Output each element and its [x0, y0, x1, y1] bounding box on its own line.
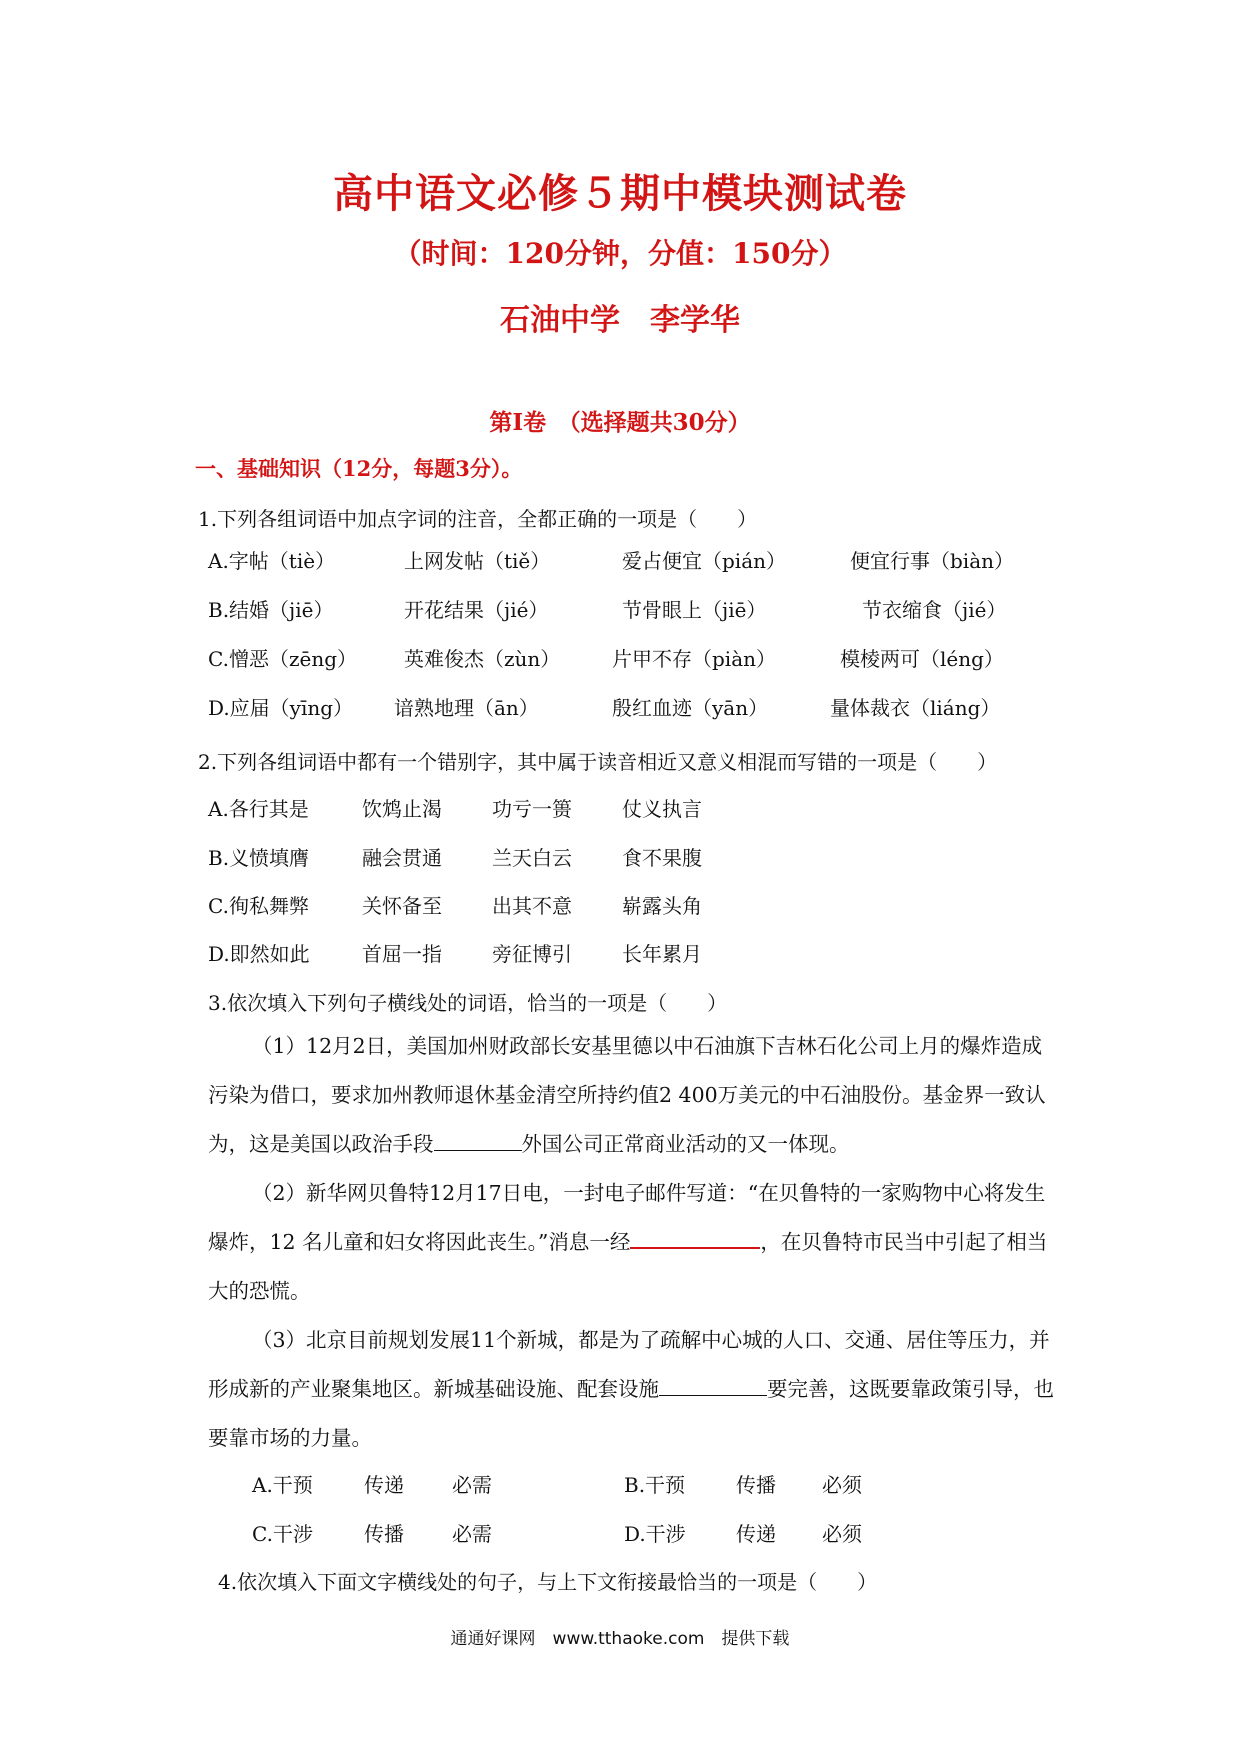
q1-stem: 1.下列各组词语中加点字词的注音，全都正确的一项是（ ）	[198, 507, 758, 531]
q3-p3-text-b: 要完善，这既要靠政策引导，也要靠市场的力量。	[208, 1377, 1054, 1450]
q3-blank-1	[434, 1130, 522, 1151]
q2-c1: C.徇私舞弊	[208, 894, 309, 918]
q1-b2: 开花结果（jié）	[404, 598, 549, 622]
q3-b1: B.干预	[624, 1473, 686, 1497]
q2-c2: 关怀备至	[362, 894, 442, 918]
q3-p1-text-b: 外国公司正常商业活动的又一体现。	[521, 1132, 850, 1156]
q3-b2: 传播	[736, 1473, 776, 1497]
q2-a3: 功亏一篑	[492, 797, 572, 821]
page-footer: 通通好课网 www.tthaoke.com 提供下载	[450, 1629, 790, 1649]
q3-p3-text-a: （3）北京目前规划发展11个新城，都是为了疏解中心城的人口、交通、居住等压力，并形成新的产业聚集地区。新城基础设施、配套设施	[208, 1328, 1050, 1401]
q3-passage-1	[208, 1022, 1058, 1169]
page-title: 高中语文必修５期中模块测试卷	[333, 170, 907, 217]
q2-b2: 融会贯通	[362, 846, 442, 870]
q3-b3: 必须	[822, 1473, 862, 1497]
q4-stem: 4.依次填入下面文字横线处的句子，与上下文衔接最恰当的一项是（ ）	[218, 1570, 878, 1594]
q2-b1: B.义愤填膺	[208, 846, 310, 870]
q3-d2: 传递	[736, 1522, 776, 1546]
q1-d3: 殷红血迹（yān）	[612, 696, 769, 720]
q1-a2: 上网发帖（tiě）	[404, 549, 551, 573]
q1-b3: 节骨眼上（jiē）	[622, 598, 767, 622]
q2-b3: 兰天白云	[492, 846, 572, 870]
q2-stem: 2.下列各组词语中都有一个错别字，其中属于读音相近又意义相混而写错的一项是（ ）	[198, 750, 998, 774]
q1-c2: 英难俊杰（zùn）	[404, 647, 561, 671]
q1-b4: 节衣缩食（jié）	[862, 598, 1007, 622]
q3-d3: 必须	[822, 1522, 862, 1546]
q1-a1: A.字帖（tiè）	[208, 549, 336, 573]
q1-a4: 便宜行事（biàn）	[850, 549, 1015, 573]
q1-d2: 谙熟地理（ān）	[394, 696, 539, 720]
q3-c2: 传播	[364, 1522, 404, 1546]
q1-c3: 片甲不存（piàn）	[612, 647, 777, 671]
q1-b1: B.结婚（jiē）	[208, 598, 334, 622]
section-title: 第Ⅰ卷 （选择题共30分）	[489, 409, 751, 436]
q3-passage-3	[208, 1316, 1058, 1463]
q3-blank-3	[659, 1375, 767, 1396]
q3-c1: C.干涉	[252, 1522, 313, 1546]
q3-blank-2	[630, 1227, 760, 1249]
q3-a2: 传递	[364, 1473, 404, 1497]
q3-stem: 3.依次填入下列句子横线处的词语，恰当的一项是（ ）	[208, 991, 728, 1015]
author-line: 石油中学 李学华	[500, 303, 740, 338]
q1-a3: 爱占便宜（pián）	[622, 549, 787, 573]
q3-a1: A.干预	[252, 1473, 313, 1497]
q2-b4: 食不果腹	[622, 846, 702, 870]
q3-passage-2	[208, 1169, 1058, 1316]
q2-a1: A.各行其是	[208, 797, 309, 821]
q2-c4: 崭露头角	[622, 894, 702, 918]
exam-time-score: （时间：120分钟，分值：150分）	[393, 237, 847, 270]
q1-d4: 量体裁衣（liáng）	[830, 696, 1001, 720]
q1-d1: D.应届（yīng）	[208, 696, 354, 720]
q1-c4: 模棱两可（léng）	[840, 647, 1004, 671]
q2-d3: 旁征博引	[492, 942, 572, 966]
q2-a2: 饮鸩止渴	[362, 797, 442, 821]
q3-d1: D.干涉	[624, 1522, 686, 1546]
q2-c3: 出其不意	[492, 894, 572, 918]
q2-a4: 仗义执言	[622, 797, 702, 821]
q1-c1: C.憎恶（zēng）	[208, 647, 358, 671]
q3-p2-text-a: （2）新华网贝鲁特12月17日电，一封电子邮件写道：“在贝鲁特的一家购物中心将发生爆炸，12 名儿童和妇女将因此丧生。”消息一经	[208, 1181, 1046, 1254]
q3-c3: 必需	[452, 1522, 492, 1546]
q3-p1-text-a: （1）12月2日，美国加州财政部长安基里德以中石油旗下吉林石化公司上月的爆炸造成污染为借口，要求加州教师退休基金清空所持约值2 400万美元的中石油股份。基金界一致认为，这是美国以政治手段	[208, 1034, 1046, 1156]
q3-a3: 必需	[452, 1473, 492, 1497]
q3-p2-text-b: ，在贝鲁特市民当中引起了相当大的恐慌。	[208, 1230, 1048, 1303]
q2-d4: 长年累月	[622, 942, 702, 966]
q2-d1: D.即然如此	[208, 942, 310, 966]
part-heading: 一、基础知识（12分，每题3分）。	[195, 456, 523, 481]
q2-d2: 首屈一指	[362, 942, 442, 966]
